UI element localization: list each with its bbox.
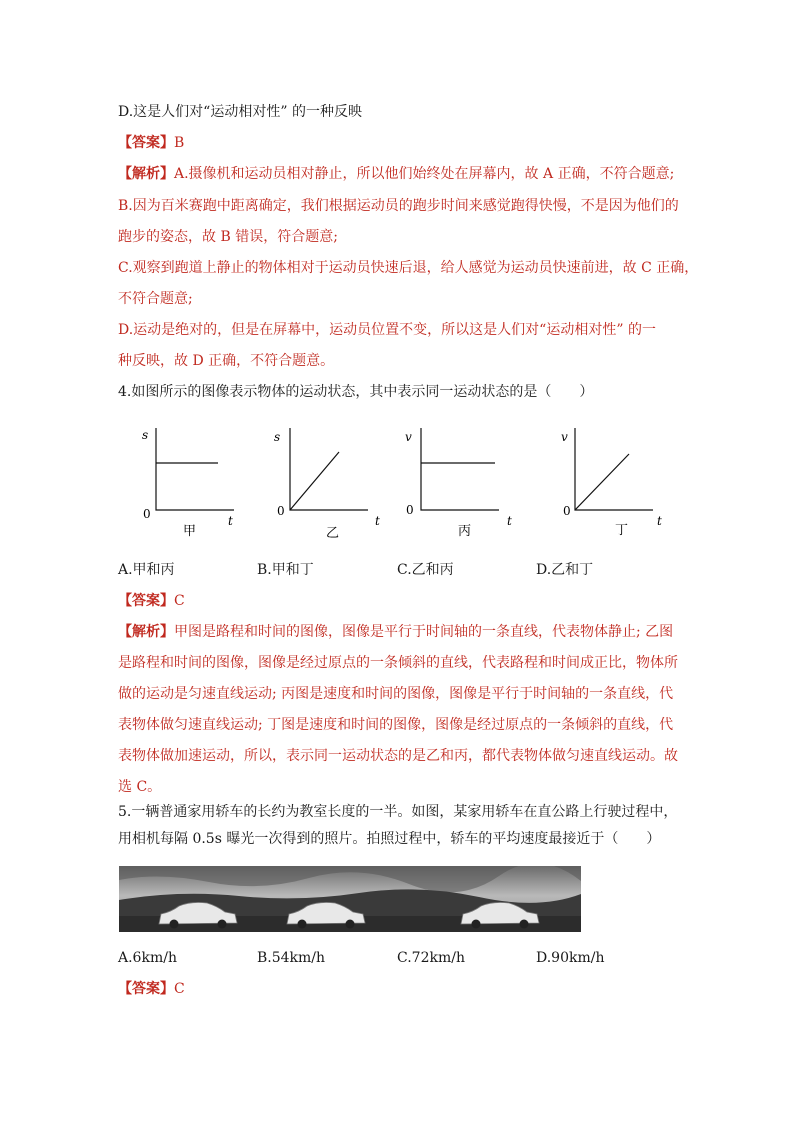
q4-option-c: C.乙和丙: [397, 562, 454, 578]
q5-stem-line: 5.一辆普通家用轿车的长约为教室长度的一半。如图，某家用轿车在直公路上行驶过程中，: [118, 804, 678, 820]
q3-analysis-line: 跑步的姿态，故 B 错误，符合题意;: [118, 229, 338, 245]
graph-caption: 甲: [183, 524, 197, 539]
q4-option-b: B.甲和丁: [257, 562, 314, 578]
answer-tag: 【答案】: [118, 593, 174, 609]
origin-label: 0: [406, 503, 414, 517]
answer-value: B: [174, 135, 185, 151]
y-axis-label: v: [405, 430, 412, 444]
y-axis-label: s: [142, 428, 149, 442]
q4-option-a: A.甲和丙: [118, 562, 175, 578]
y-axis-label: v: [561, 430, 568, 444]
answer-value: C: [174, 593, 185, 609]
q4-analysis-line: 【解析】甲图是路程和时间的图像，图像是平行于时间轴的一条直线，代表物体静止; 乙图: [118, 624, 674, 640]
q3-analysis-line: 不符合题意;: [118, 291, 193, 307]
q5-option-c: C.72km/h: [397, 950, 465, 966]
answer-tag: 【答案】: [118, 135, 174, 151]
graph-caption: 丁: [615, 523, 629, 538]
graph-jia: [138, 422, 248, 542]
q5-stem-line: 用相机每隔 0.5s 曝光一次得到的照片。拍照过程中，轿车的平均速度最接近于（ ）: [118, 831, 661, 847]
graph-ding: [557, 422, 667, 542]
x-axis-label: t: [228, 514, 233, 528]
q4-option-d: D.乙和丁: [536, 562, 594, 578]
q4-analysis-line: 做的运动是匀速直线运动; 丙图是速度和时间的图像，图像是平行于时间轴的一条直线，代: [118, 686, 674, 702]
analysis-tag: 【解析】: [118, 624, 174, 640]
q5-option-a: A.6km/h: [118, 950, 177, 966]
q3-answer: [118, 133, 184, 153]
x-axis-label: t: [657, 514, 662, 528]
q4-analysis-line: 表物体做加速运动，所以，表示同一运动状态的是乙和丙，都代表物体做匀速直线运动。故: [118, 748, 678, 764]
graph-caption: 丙: [458, 524, 472, 539]
x-axis-label: t: [375, 514, 380, 528]
q4-answer: [118, 591, 185, 611]
x-axis-label: t: [507, 514, 512, 528]
answer-tag: 【答案】: [118, 981, 174, 997]
q5-option-b: B.54km/h: [257, 950, 326, 966]
q4-analysis-line: 表物体做匀速直线运动; 丁图是速度和时间的图像，图像是经过原点的一条倾斜的直线，代: [118, 717, 674, 733]
q4-stem: 4.如图所示的图像表示物体的运动状态，其中表示同一运动状态的是（ ）: [118, 384, 594, 400]
q5-answer: [118, 979, 185, 999]
q5-option-d: D.90km/h: [536, 950, 605, 966]
q3-analysis-line: D.运动是绝对的，但是在屏幕中，运动员位置不变，所以这是人们对“运动相对性” 的一: [118, 322, 656, 338]
axes: [421, 428, 499, 510]
q3-option-d: D.这是人们对“运动相对性” 的一种反映: [118, 104, 362, 120]
car-photo: [119, 866, 581, 932]
graph-line: [290, 452, 339, 510]
analysis-tag: 【解析】: [118, 166, 174, 182]
answer-value: C: [174, 981, 185, 997]
q4-analysis-line: 是路程和时间的图像，图像是经过原点的一条倾斜的直线，代表路程和时间成正比，物体所: [118, 655, 678, 671]
axes: [290, 428, 368, 510]
q4-analysis-line: 选 C。: [118, 779, 162, 795]
axes: [156, 428, 234, 510]
q3-analysis-line: C.观察到跑道上静止的物体相对于运动员快速后退，给人感觉为运动员快速前进，故 C 正确，: [118, 260, 699, 276]
graph-line: [575, 454, 629, 510]
origin-label: 0: [277, 504, 285, 518]
q3-analysis-line: B.因为百米赛跑中距离确定，我们根据运动员的跑步时间来感觉跑得快慢，不是因为他们的: [118, 198, 679, 214]
y-axis-label: s: [274, 430, 281, 444]
graph-bing: [403, 422, 513, 542]
origin-label: 0: [143, 507, 151, 521]
origin-label: 0: [563, 504, 571, 518]
graph-yi: [272, 422, 382, 542]
graph-caption: 乙: [326, 526, 340, 541]
q3-analysis-line: 种反映，故 D 正确，不符合题意。: [118, 353, 335, 369]
q3-analysis-line: 【解析】A.摄像机和运动员相对静止，所以他们始终处在屏幕内，故 A 正确，不符合题意;: [118, 166, 675, 182]
